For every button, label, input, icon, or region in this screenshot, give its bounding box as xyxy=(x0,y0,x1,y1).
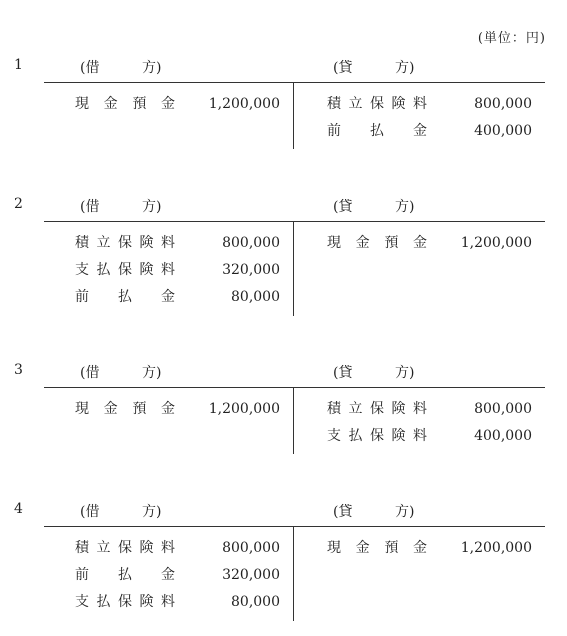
amount: 800,000 xyxy=(474,401,532,417)
amount: 400,000 xyxy=(474,428,532,444)
journal-entry xyxy=(0,501,567,631)
account-name: 支 払 保 険 料 xyxy=(75,594,175,610)
journal-line xyxy=(75,95,280,122)
credit-side xyxy=(327,234,532,261)
header-rule xyxy=(44,387,545,388)
journal-line xyxy=(75,400,280,427)
journal-entry xyxy=(0,362,567,492)
debit-header-open: (借 xyxy=(80,365,100,381)
debit-header-close: 方) xyxy=(142,199,162,215)
debit-side xyxy=(75,95,280,122)
account-name: 支 払 保 険 料 xyxy=(75,262,175,278)
debit-header-open: (借 xyxy=(80,60,100,76)
journal-line xyxy=(75,234,280,261)
column-divider xyxy=(293,527,294,621)
journal-line xyxy=(75,288,280,315)
amount: 800,000 xyxy=(222,235,280,251)
debit-header xyxy=(80,501,161,521)
entry-number: 4 xyxy=(14,501,23,517)
journal-line xyxy=(327,400,532,427)
journal-line xyxy=(327,122,532,149)
journal-line xyxy=(327,234,532,261)
credit-header-open: (貸 xyxy=(333,504,353,520)
account-name: 積 立 保 険 料 xyxy=(75,235,175,251)
debit-header-close: 方) xyxy=(142,365,162,381)
amount: 1,200,000 xyxy=(460,540,532,556)
amount: 800,000 xyxy=(474,96,532,112)
debit-header xyxy=(80,196,161,216)
entry-number: 3 xyxy=(14,362,23,378)
header-rule xyxy=(44,82,545,83)
credit-header-open: (貸 xyxy=(333,60,353,76)
header-rule xyxy=(44,526,545,527)
credit-header xyxy=(333,362,414,382)
journal-line xyxy=(327,95,532,122)
credit-side xyxy=(327,400,532,454)
account-name: 現 金 預 金 xyxy=(327,540,427,556)
amount: 1,200,000 xyxy=(460,235,532,251)
debit-header-close: 方) xyxy=(142,504,162,520)
journal-line xyxy=(75,593,280,620)
credit-header xyxy=(333,57,414,77)
header-rule xyxy=(44,221,545,222)
account-name: 前 払 金 xyxy=(75,289,175,305)
credit-header xyxy=(333,196,414,216)
amount: 1,200,000 xyxy=(208,96,280,112)
amount: 80,000 xyxy=(231,594,280,610)
credit-header-open: (貸 xyxy=(333,199,353,215)
amount: 320,000 xyxy=(222,262,280,278)
amount: 80,000 xyxy=(231,289,280,305)
debit-header-open: (借 xyxy=(80,199,100,215)
account-name: 現 金 預 金 xyxy=(327,235,427,251)
journal-line xyxy=(327,539,532,566)
credit-header-close: 方) xyxy=(395,199,415,215)
debit-header xyxy=(80,362,161,382)
account-name: 積 立 保 険 料 xyxy=(75,540,175,556)
amount: 400,000 xyxy=(474,123,532,139)
column-divider xyxy=(293,222,294,316)
column-divider xyxy=(293,388,294,454)
journal-line xyxy=(75,539,280,566)
credit-header xyxy=(333,501,414,521)
amount: 800,000 xyxy=(222,540,280,556)
credit-header-close: 方) xyxy=(395,365,415,381)
column-divider xyxy=(293,83,294,149)
debit-header-open: (借 xyxy=(80,504,100,520)
amount: 320,000 xyxy=(222,567,280,583)
debit-side xyxy=(75,539,280,620)
account-name: 支 払 保 険 料 xyxy=(327,428,427,444)
credit-header-close: 方) xyxy=(395,60,415,76)
account-name: 現 金 預 金 xyxy=(75,401,175,417)
account-name: 積 立 保 険 料 xyxy=(327,401,427,417)
journal-entry xyxy=(0,196,567,326)
account-name: 積 立 保 険 料 xyxy=(327,96,427,112)
account-name: 前 払 金 xyxy=(75,567,175,583)
debit-header-close: 方) xyxy=(142,60,162,76)
debit-header xyxy=(80,57,161,77)
credit-header-open: (貸 xyxy=(333,365,353,381)
unit-label: (単位：円) xyxy=(477,31,546,46)
amount: 1,200,000 xyxy=(208,401,280,417)
entry-number: 1 xyxy=(14,57,23,73)
credit-header-close: 方) xyxy=(395,504,415,520)
journal-line xyxy=(75,261,280,288)
credit-side xyxy=(327,95,532,149)
debit-side xyxy=(75,400,280,427)
account-name: 前 払 金 xyxy=(327,123,427,139)
entry-number: 2 xyxy=(14,196,23,212)
journal-entry xyxy=(0,57,567,187)
journal-line xyxy=(327,427,532,454)
debit-side xyxy=(75,234,280,315)
journal-line xyxy=(75,566,280,593)
account-name: 現 金 預 金 xyxy=(75,96,175,112)
credit-side xyxy=(327,539,532,566)
